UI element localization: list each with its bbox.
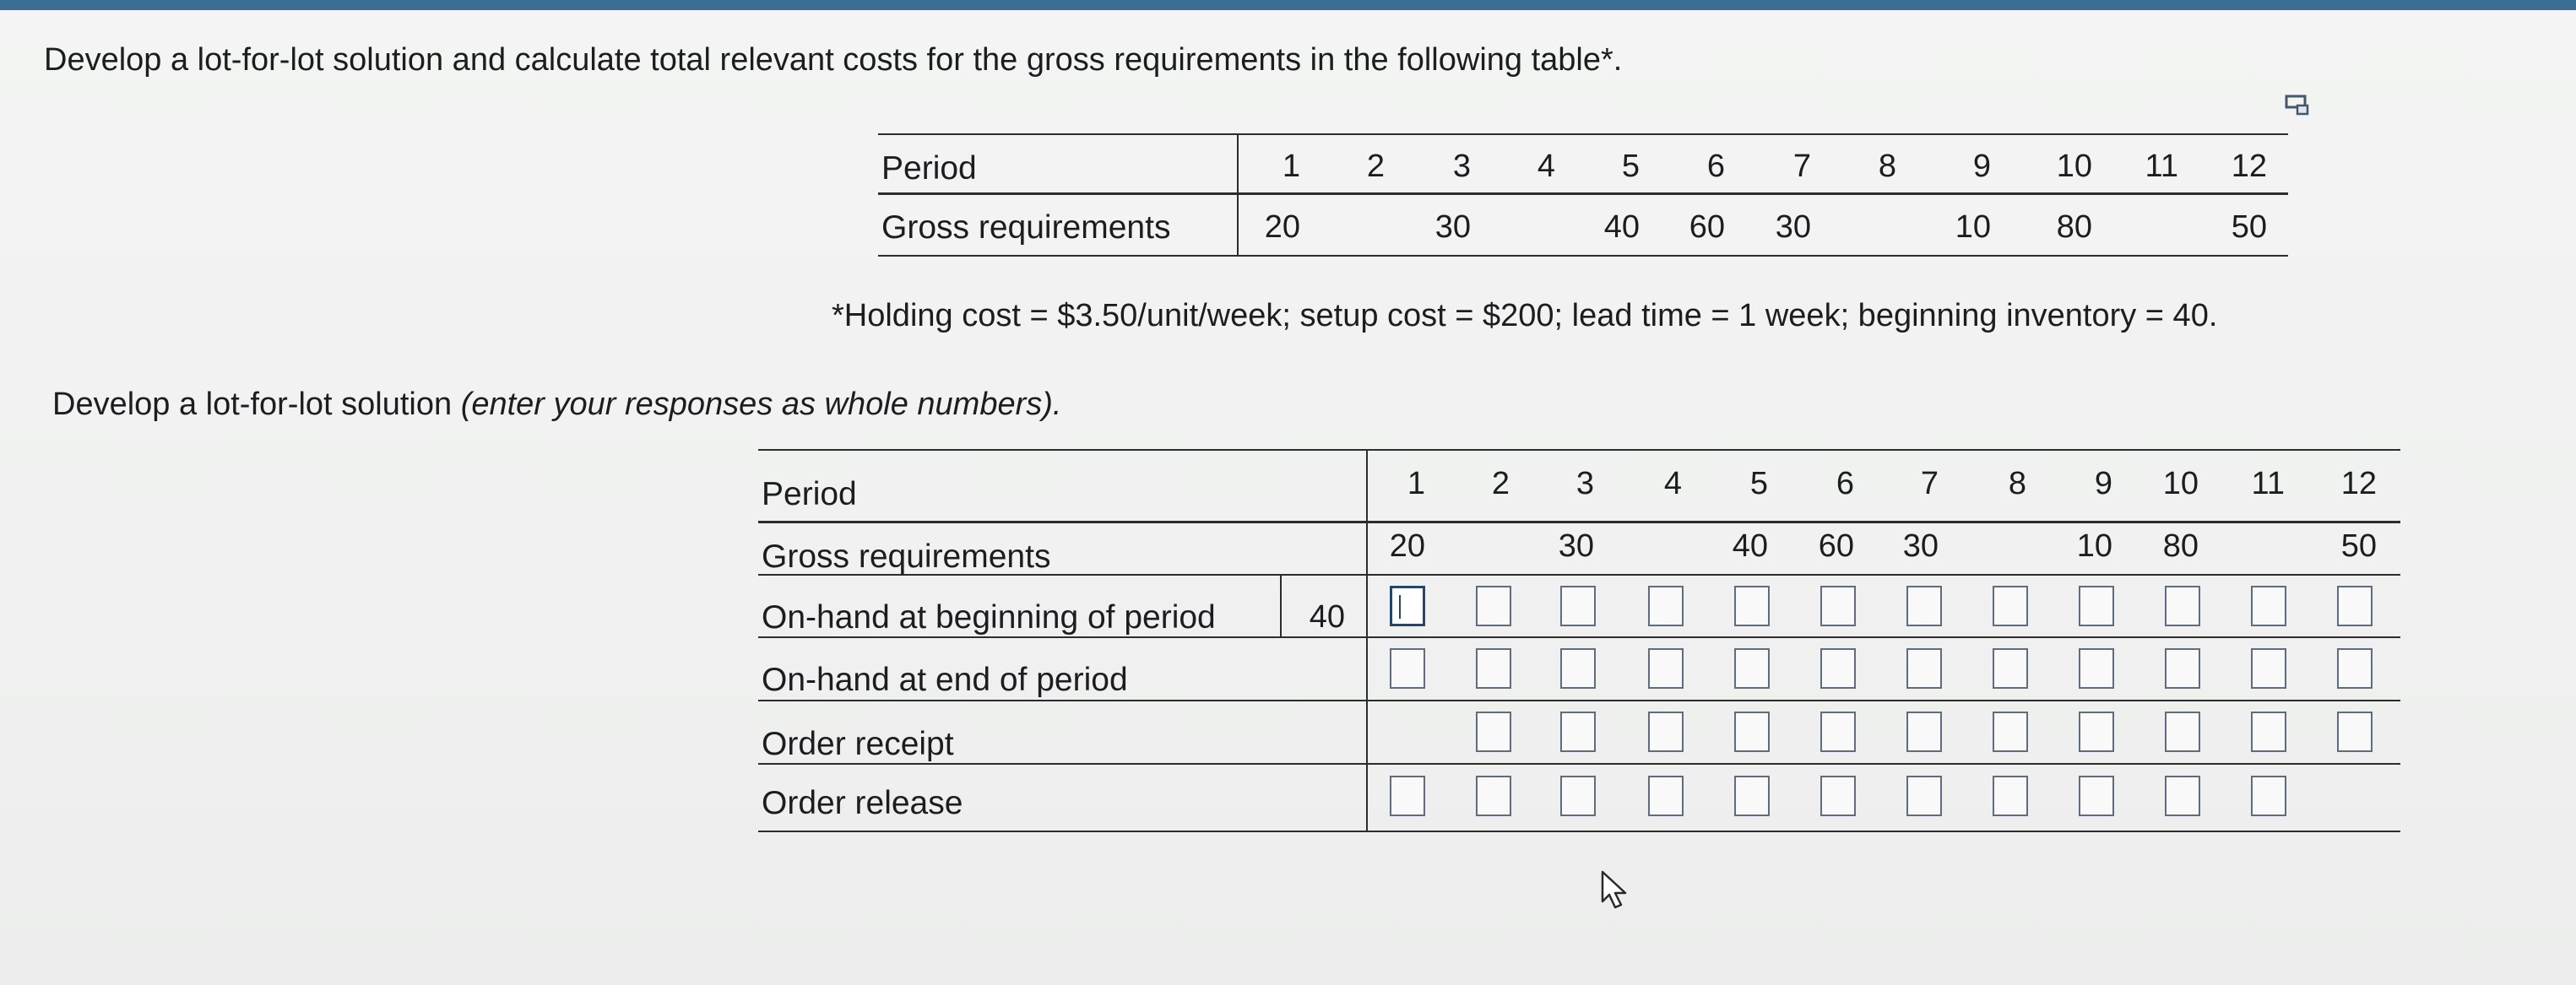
on-hand-beginning-input-period-10[interactable] bbox=[2165, 586, 2200, 626]
period-header-10: 10 bbox=[2056, 149, 2092, 184]
order-receipt-input-period-11[interactable] bbox=[2251, 712, 2286, 752]
order-receipt-input-period-5[interactable] bbox=[1734, 712, 1770, 752]
on-hand-beginning-input-period-9[interactable] bbox=[2079, 586, 2114, 626]
order-release-input-period-7[interactable] bbox=[1906, 776, 1942, 816]
on-hand-end-input-period-12[interactable] bbox=[2337, 648, 2373, 689]
period-header-2: 2 bbox=[1366, 149, 1385, 184]
row-label-on-hand-beginning: On-hand at beginning of period bbox=[762, 599, 1216, 636]
on-hand-beginning-input-period-1[interactable] bbox=[1390, 586, 1425, 626]
period-header-7: 7 bbox=[1920, 466, 1939, 501]
row-label-on-hand-end: On-hand at end of period bbox=[762, 662, 1128, 698]
period-header-3: 3 bbox=[1575, 466, 1594, 501]
on-hand-end-input-period-6[interactable] bbox=[1820, 648, 1856, 689]
table-bottom-rule bbox=[758, 831, 2400, 832]
on-hand-beginning-input-period-2[interactable] bbox=[1476, 586, 1511, 626]
order-release-input-period-9[interactable] bbox=[2079, 776, 2114, 816]
period-header-4: 4 bbox=[1663, 466, 1682, 501]
period-header-2: 2 bbox=[1491, 466, 1510, 501]
order-release-input-period-3[interactable] bbox=[1560, 776, 1596, 816]
label-column-divider bbox=[1237, 133, 1239, 257]
period-header-9: 9 bbox=[1972, 149, 1991, 184]
period-header-1: 1 bbox=[1407, 466, 1425, 501]
table-bottom-rule bbox=[878, 255, 2288, 257]
row-label-order-receipt: Order receipt bbox=[762, 726, 954, 762]
order-release-input-period-1[interactable] bbox=[1390, 776, 1425, 816]
expand-table-icon[interactable] bbox=[2284, 91, 2311, 118]
order-release-input-period-10[interactable] bbox=[2165, 776, 2200, 816]
period-header-7: 7 bbox=[1792, 149, 1811, 184]
instruction-text: Develop a lot-for-lot solution bbox=[52, 387, 461, 422]
beginning-inventory-value: 40 bbox=[1309, 599, 1345, 635]
order-receipt-input-period-3[interactable] bbox=[1560, 712, 1596, 752]
on-hand-beginning-input-period-3[interactable] bbox=[1560, 586, 1596, 626]
on-hand-end-input-period-11[interactable] bbox=[2251, 648, 2286, 689]
beginning-inventory-divider bbox=[1280, 576, 1282, 636]
question-text: Develop a lot-for-lot solution and calculate total relevant costs for the gross requirements in the following table*. bbox=[44, 42, 1623, 78]
on-hand-end-input-period-5[interactable] bbox=[1734, 648, 1770, 689]
gross-requirement-period-9: 10 bbox=[2076, 528, 2112, 564]
period-header-5: 5 bbox=[1621, 149, 1640, 184]
part-instruction bbox=[52, 387, 1061, 423]
period-header-5: 5 bbox=[1749, 466, 1768, 501]
on-hand-beginning-input-period-12[interactable] bbox=[2337, 586, 2373, 626]
period-header-6: 6 bbox=[1836, 466, 1854, 501]
row-label-gross-requirements: Gross requirements bbox=[762, 539, 1051, 575]
on-hand-end-input-period-4[interactable] bbox=[1648, 648, 1684, 689]
on-hand-end-input-period-9[interactable] bbox=[2079, 648, 2114, 689]
on-hand-end-input-period-3[interactable] bbox=[1560, 648, 1596, 689]
order-release-input-period-6[interactable] bbox=[1820, 776, 1856, 816]
on-hand-beginning-input-period-11[interactable] bbox=[2251, 586, 2286, 626]
row-divider bbox=[758, 636, 2400, 638]
gross-requirement-period-10: 80 bbox=[2162, 528, 2199, 564]
on-hand-end-input-period-1[interactable] bbox=[1390, 648, 1425, 689]
lot-for-lot-answer-table bbox=[758, 449, 2400, 837]
order-release-input-period-4[interactable] bbox=[1648, 776, 1684, 816]
order-release-input-period-5[interactable] bbox=[1734, 776, 1770, 816]
table-top-rule bbox=[758, 449, 2400, 451]
period-header-12: 12 bbox=[2340, 466, 2377, 501]
gross-requirement-period-1: 20 bbox=[1389, 528, 1425, 564]
gross-requirement-period-12: 50 bbox=[2231, 209, 2267, 245]
period-header-11: 11 bbox=[2145, 149, 2178, 184]
instruction-note: (enter your responses as whole numbers). bbox=[460, 387, 1062, 422]
gross-requirement-period-5: 40 bbox=[1603, 209, 1640, 245]
gross-requirement-period-3: 30 bbox=[1558, 528, 1594, 564]
on-hand-end-input-period-7[interactable] bbox=[1906, 648, 1942, 689]
on-hand-beginning-input-period-4[interactable] bbox=[1648, 586, 1684, 626]
gross-requirement-period-1: 20 bbox=[1264, 209, 1300, 245]
gross-requirement-period-5: 40 bbox=[1732, 528, 1768, 564]
footnote-text: *Holding cost = $3.50/unit/week; setup cost = $200; lead time = 1 week; beginning inventory = 40. bbox=[832, 298, 2218, 333]
gross-requirement-period-7: 30 bbox=[1775, 209, 1811, 245]
row-label-period: Period bbox=[881, 150, 977, 187]
on-hand-beginning-input-period-8[interactable] bbox=[1993, 586, 2028, 626]
period-header-9: 9 bbox=[2094, 466, 2112, 501]
given-requirements-table bbox=[878, 133, 2288, 260]
label-column-divider bbox=[1366, 449, 1368, 832]
table-header-rule bbox=[758, 521, 2400, 523]
on-hand-beginning-input-period-6[interactable] bbox=[1820, 586, 1856, 626]
row-label-order-release: Order release bbox=[762, 785, 963, 821]
period-header-4: 4 bbox=[1537, 149, 1555, 184]
on-hand-end-input-period-10[interactable] bbox=[2165, 648, 2200, 689]
period-header-6: 6 bbox=[1706, 149, 1725, 184]
order-release-input-period-11[interactable] bbox=[2251, 776, 2286, 816]
order-receipt-input-period-10[interactable] bbox=[2165, 712, 2200, 752]
period-header-1: 1 bbox=[1282, 149, 1300, 184]
period-header-8: 8 bbox=[2008, 466, 2026, 501]
row-divider bbox=[758, 700, 2400, 701]
order-receipt-input-period-4[interactable] bbox=[1648, 712, 1684, 752]
mouse-pointer-icon bbox=[1598, 869, 1632, 910]
gross-requirement-period-12: 50 bbox=[2340, 528, 2377, 564]
on-hand-beginning-input-period-5[interactable] bbox=[1734, 586, 1770, 626]
table-top-rule bbox=[878, 133, 2288, 135]
row-label-period: Period bbox=[762, 476, 857, 512]
top-bar bbox=[0, 0, 2576, 10]
period-header-12: 12 bbox=[2231, 149, 2267, 184]
gross-requirement-period-7: 30 bbox=[1902, 528, 1939, 564]
order-receipt-input-period-6[interactable] bbox=[1820, 712, 1856, 752]
order-release-input-period-2[interactable] bbox=[1476, 776, 1511, 816]
period-header-8: 8 bbox=[1878, 149, 1896, 184]
period-header-3: 3 bbox=[1452, 149, 1471, 184]
on-hand-beginning-input-period-7[interactable] bbox=[1906, 586, 1942, 626]
order-receipt-input-period-7[interactable] bbox=[1906, 712, 1942, 752]
order-receipt-input-period-9[interactable] bbox=[2079, 712, 2114, 752]
row-divider bbox=[758, 763, 2400, 765]
order-receipt-input-period-2[interactable] bbox=[1476, 712, 1511, 752]
gross-requirement-period-9: 10 bbox=[1955, 209, 1991, 245]
gross-requirement-period-6: 60 bbox=[1689, 209, 1725, 245]
period-header-11: 11 bbox=[2251, 466, 2285, 501]
gross-requirement-period-6: 60 bbox=[1818, 528, 1854, 564]
period-header-10: 10 bbox=[2162, 466, 2199, 501]
on-hand-end-input-period-8[interactable] bbox=[1993, 648, 2028, 689]
gross-requirement-period-3: 30 bbox=[1434, 209, 1471, 245]
order-receipt-input-period-12[interactable] bbox=[2337, 712, 2373, 752]
order-receipt-input-period-8[interactable] bbox=[1993, 712, 2028, 752]
order-release-input-period-8[interactable] bbox=[1993, 776, 2028, 816]
row-label-gross-requirements: Gross requirements bbox=[881, 209, 1171, 246]
table-header-rule bbox=[878, 192, 2288, 195]
on-hand-end-input-period-2[interactable] bbox=[1476, 648, 1511, 689]
gross-requirement-period-10: 80 bbox=[2056, 209, 2092, 245]
